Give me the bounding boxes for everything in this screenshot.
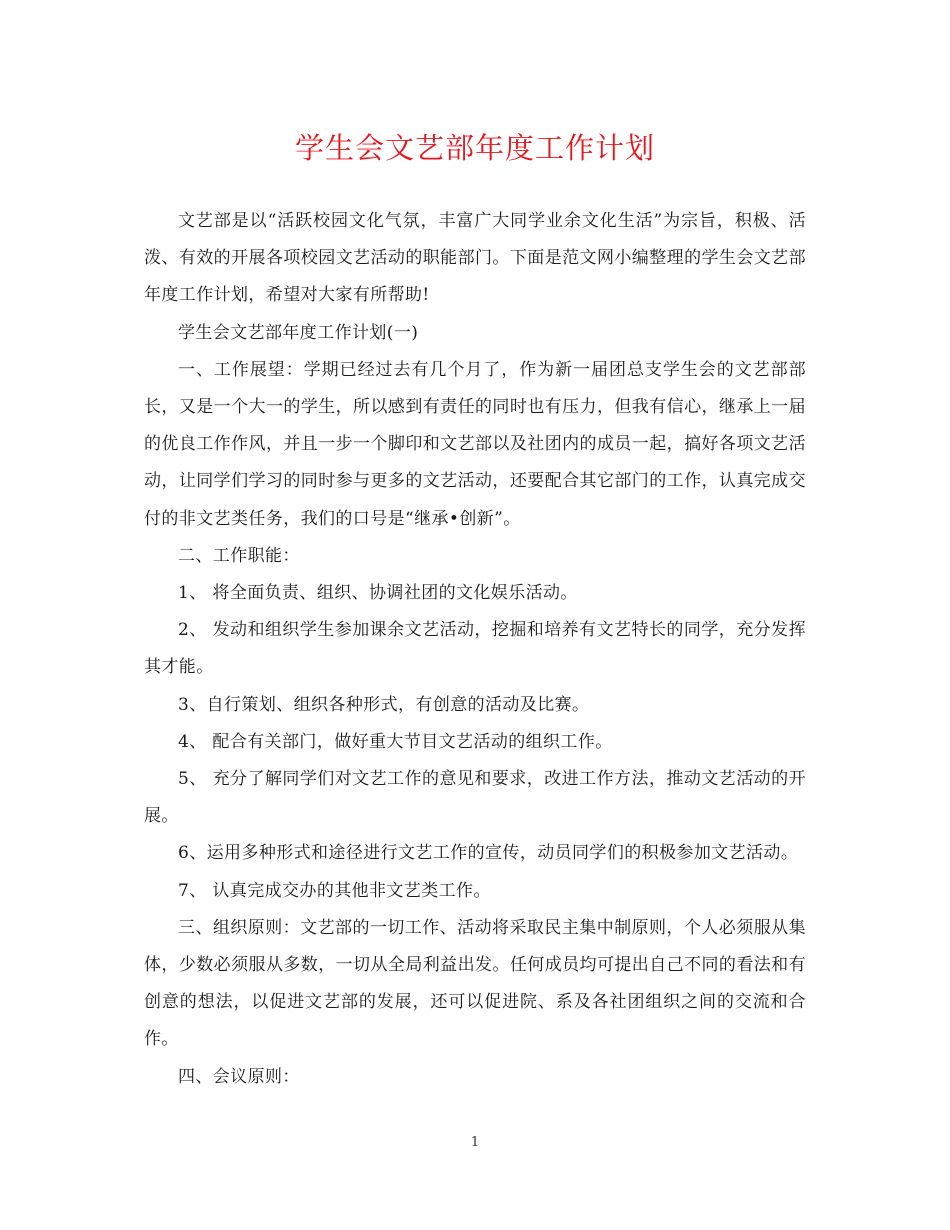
section-organization-principles: 三、组织原则：文艺部的一切工作、活动将采取民主集中制原则，个人必须服从集体，少数必须服从多数，一切从全局利益出发。任何成员均可提出自己不同的看法和有创意的想法，以促进文艺部的发展，还可以促进院、系及各社团组织之间的交流和合作。 xyxy=(144,917,806,1050)
function-item-1: 1、 将全面负责、组织、协调社团的文化娱乐活动。 xyxy=(178,583,578,604)
function-item-5: 5、 充分了解同学们对文艺工作的意见和要求，改进工作方法，推动文艺活动的开展。 xyxy=(144,769,806,827)
section-work-outlook: 一、工作展望：学期已经过去有几个月了，作为新一届团总支学生会的文艺部部长，又是一个大一的学生，所以感到有责任的同时也有压力，但我有信心，继承上一届的优良工作作风，并且一步一个脚印和文艺部以及社团内的成员一起，搞好各项文艺活动，让同学们学习的同时参与更多的文艺活动，还要配合其它部门的工作，认真完成交付的非文艺类任务，我们的口号是“继承•创新”。 xyxy=(144,359,806,529)
function-item-2: 2、 发动和组织学生参加课余文艺活动，挖掘和培养有文艺特长的同学，充分发挥其才能。 xyxy=(144,620,806,678)
page-number: 1 xyxy=(470,1135,480,1150)
document-title: 学生会文艺部年度工作计划 xyxy=(294,131,655,165)
function-item-6: 6、运用多种形式和途径进行文艺工作的宣传，动员同学们的积极参加文艺活动。 xyxy=(178,843,799,864)
intro-paragraph: 文艺部是以“活跃校园文化气氛，丰富广大同学业余文化生活”为宗旨，积极、活泼、有效的开展各项校园文艺活动的职能部门。下面是范文网小编整理的学生会文艺部年度工作计划，希望对大家有所帮助! xyxy=(144,211,806,306)
function-item-4: 4、 配合有关部门，做好重大节目文艺活动的组织工作。 xyxy=(178,731,613,752)
section-meeting-principles-heading: 四、会议原则： xyxy=(178,1066,300,1087)
section-work-functions-heading: 二、工作职能： xyxy=(178,545,300,566)
function-item-7: 7、 认真完成交办的其他非文艺类工作。 xyxy=(178,880,491,901)
plan-heading: 学生会文艺部年度工作计划(一) xyxy=(178,322,419,343)
function-item-3: 3、自行策划、组织各种形式，有创意的活动及比赛。 xyxy=(178,694,590,715)
document-body xyxy=(144,203,806,1096)
